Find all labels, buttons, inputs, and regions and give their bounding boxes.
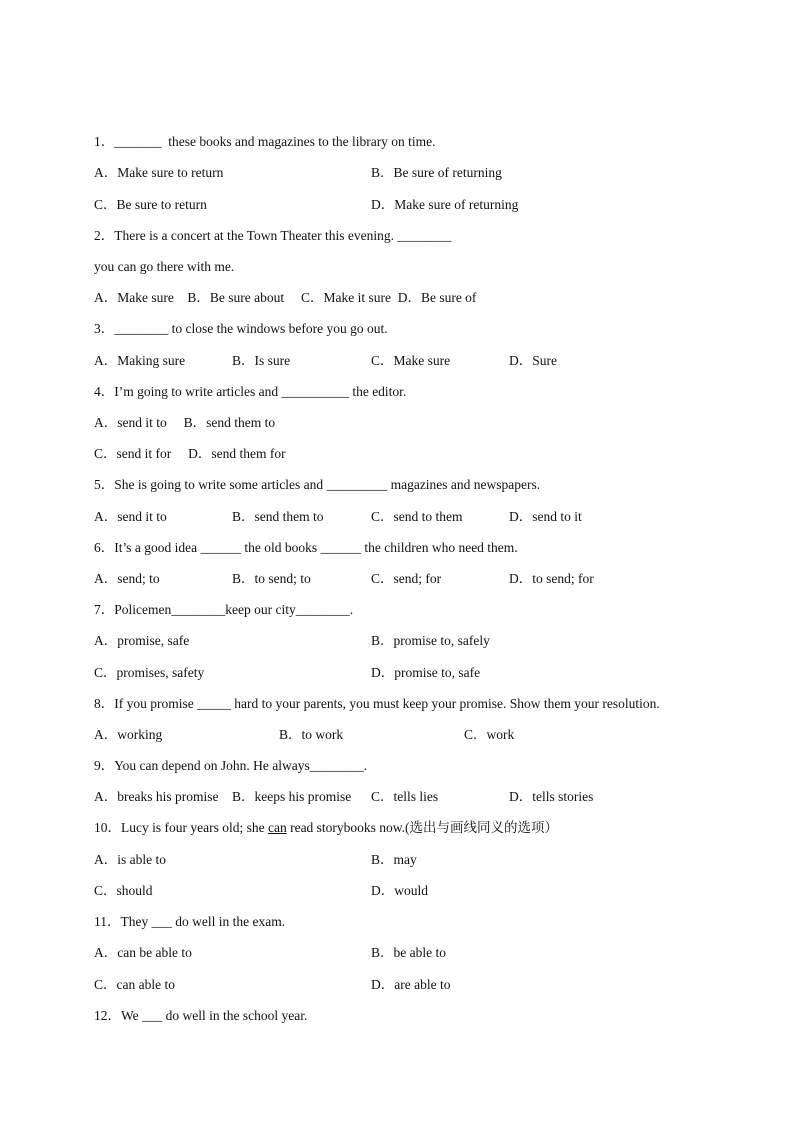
q10-option-d: D．would bbox=[371, 883, 428, 898]
q1-option-a: A．Make sure to return bbox=[94, 165, 224, 180]
question-12: 12．We ___ do well in the school year. bbox=[94, 1008, 308, 1023]
q11-option-d: D．are able to bbox=[371, 977, 451, 992]
question-10-underlined-word: can bbox=[267, 820, 287, 835]
q9-option-d: D．tells stories bbox=[509, 789, 594, 804]
q9-option-c: C．tells lies bbox=[371, 789, 439, 804]
q9-option-a: A．breaks his promise bbox=[94, 789, 219, 804]
q8-option-a: A．working bbox=[94, 727, 163, 742]
q1-option-b: B．Be sure of returning bbox=[371, 165, 502, 180]
q10-option-b: B．may bbox=[371, 852, 417, 867]
q10-option-a: A．is able to bbox=[94, 852, 166, 867]
q11-option-a: A．can be able to bbox=[94, 945, 192, 960]
q3-option-c: C．Make sure bbox=[371, 353, 451, 368]
question-3: 3．________ to close the windows before you go out. bbox=[94, 321, 388, 336]
q8-option-c: C．work bbox=[464, 727, 515, 742]
q5-option-b: B．send them to bbox=[232, 509, 324, 524]
question-10 bbox=[94, 819, 558, 837]
q4-options-ab: A．send it to B．send them to bbox=[94, 415, 276, 430]
question-4: 4．I’m going to write articles and __________ the editor. bbox=[94, 384, 407, 399]
question-8: 8．If you promise _____ hard to your parents, you must keep your promise. Show them your resolution. bbox=[94, 696, 660, 711]
q6-option-c: C．send; for bbox=[371, 571, 442, 586]
q5-option-a: A．send it to bbox=[94, 509, 167, 524]
q5-option-c: C．send to them bbox=[371, 509, 463, 524]
q11-option-b: B．be able to bbox=[371, 945, 446, 960]
q5-option-d: D．send to it bbox=[509, 509, 582, 524]
q3-option-a: A．Making sure bbox=[94, 353, 186, 368]
q8-option-b: B．to work bbox=[279, 727, 344, 742]
q7-option-c: C．promises, safety bbox=[94, 665, 205, 680]
q2-options: A．Make sure B．Be sure about C．Make it sure D．Be sure of bbox=[94, 290, 477, 305]
question-10-post: read storybooks now.(选出与画线同义的选项） bbox=[286, 820, 559, 835]
q6-option-d: D．to send; for bbox=[509, 571, 594, 586]
q6-option-b: B．to send; to bbox=[232, 571, 311, 586]
question-2-continued: you can go there with me. bbox=[94, 259, 235, 274]
q7-option-a: A．promise, safe bbox=[94, 633, 190, 648]
question-10-pre: 10．Lucy is four years old; she bbox=[94, 820, 268, 835]
q11-option-c: C．can able to bbox=[94, 977, 175, 992]
question-6: 6．It’s a good idea ______ the old books ______ the children who need them. bbox=[94, 540, 518, 555]
question-7: 7．Policemen________keep our city________. bbox=[94, 602, 354, 617]
q7-option-d: D．promise to, safe bbox=[371, 665, 481, 680]
q3-option-b: B．Is sure bbox=[232, 353, 291, 368]
q10-option-c: C．should bbox=[94, 883, 153, 898]
q7-option-b: B．promise to, safely bbox=[371, 633, 490, 648]
question-5: 5．She is going to write some articles and _________ magazines and newspapers. bbox=[94, 477, 541, 492]
question-9: 9．You can depend on John. He always________. bbox=[94, 758, 368, 773]
q4-options-cd: C．send it for D．send them for bbox=[94, 446, 286, 461]
q9-option-b: B．keeps his promise bbox=[232, 789, 352, 804]
question-11: 11．They ___ do well in the exam. bbox=[94, 914, 286, 929]
question-1: 1．_______ these books and magazines to the library on time. bbox=[94, 134, 436, 149]
question-2: 2．There is a concert at the Town Theater this evening. ________ bbox=[94, 228, 452, 243]
q6-option-a: A．send; to bbox=[94, 571, 160, 586]
q1-option-d: D．Make sure of returning bbox=[371, 197, 519, 212]
q1-option-c: C．Be sure to return bbox=[94, 197, 207, 212]
q3-option-d: D．Sure bbox=[509, 353, 557, 368]
